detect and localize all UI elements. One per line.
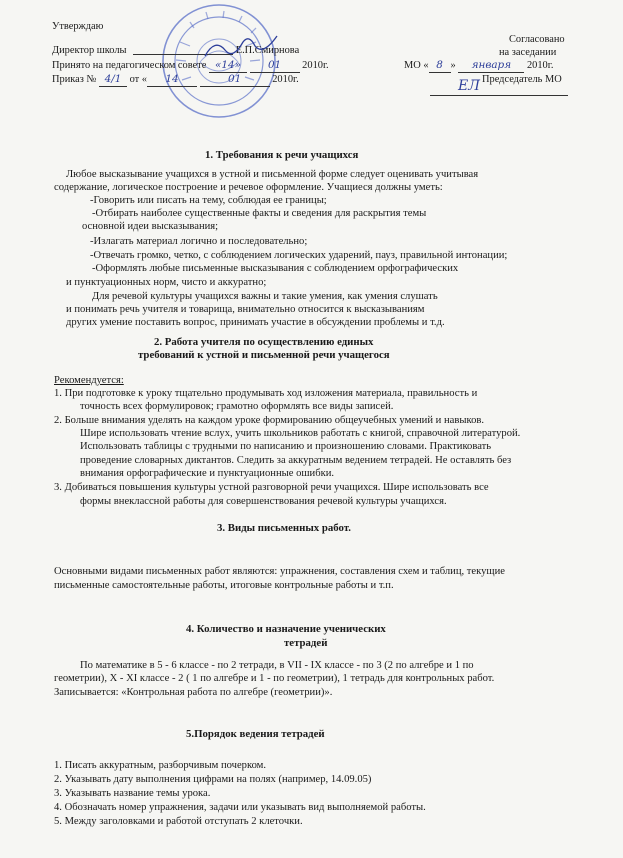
s5-line: 3. Указывать название темы урока. xyxy=(54,788,211,799)
agreed-label: Согласовано xyxy=(509,34,565,45)
section-4-subtitle: тетрадей xyxy=(284,637,328,649)
s1-line: основной идеи высказывания; xyxy=(82,221,219,232)
at-meeting-label: на заседании xyxy=(499,47,557,58)
s5-line: 4. Обозначать номер упражнения, задачи или указывать вид выполняемой работы. xyxy=(54,802,426,813)
s1-line: -Говорить или писать на тему, соблюдая ее границы; xyxy=(90,195,327,206)
accepted-day: «14» xyxy=(209,59,247,73)
s1-line: -Излагать материал логично и последовательно; xyxy=(90,236,308,247)
s4-line: Записывается: «Контрольная работа по алгебре (геометрии)». xyxy=(54,687,333,698)
s3-line: Основными видами письменных работ являются: упражнения, составления схем и таблиц, текущие xyxy=(54,566,505,577)
s2-line: Использовать таблицы с трудными по написанию и произношению словами. Практиковать xyxy=(80,441,492,452)
s2-line: проведение словарных диктантов. Следить за аккуратным ведением тетрадей. Не оставлять без xyxy=(80,455,512,466)
director-name: Е.П.Смирнова xyxy=(235,45,300,56)
accepted-prefix: Принято на педагогическом совете xyxy=(52,60,207,71)
order-day: 14 xyxy=(147,73,197,87)
s2-line: 1. При подготовке к уроку тщательно продумывать ход изложения материала, правильность и xyxy=(54,388,478,399)
order-line xyxy=(52,73,299,87)
order-from: от « xyxy=(129,74,148,85)
order-prefix: Приказ № xyxy=(52,74,97,85)
s1-line: содержание, логическое построение и речевое оформление. Учащиеся должны уметь: xyxy=(54,182,443,193)
s1-line: Любое высказывание учащихся в устной и письменной форме следует оценивать учитывая xyxy=(66,169,479,180)
accepted-year: 2010г. xyxy=(302,60,329,71)
section-3-title: 3. Виды письменных работ. xyxy=(217,522,351,534)
director-signature xyxy=(200,34,290,64)
s2-line: 2. Больше внимания уделять на каждом уроке формированию общеучебных умений и навыков. xyxy=(54,415,485,426)
s1-line: -Отбирать наиболее существенные факты и сведения для раскрытия темы xyxy=(92,208,427,219)
mo-signature: ЕЛ xyxy=(458,78,480,94)
s2-line: Шире использовать чтение вслух, учить школьников работать с книгой, справочной литературой. xyxy=(80,428,521,439)
s1-line: других умение поставить вопрос, принимать участие в обсуждении проблемы и т.д. xyxy=(66,317,445,328)
s4-line: геометрии), X - XI классе - 2 ( 1 по алгебре и 1 - по геометрии), 1 тетрадь для контрольных работ. xyxy=(54,673,495,684)
section-1-title: 1. Требования к речи учащихся xyxy=(205,149,359,161)
section-5-title: 5.Порядок ведения тетрадей xyxy=(186,728,325,740)
mo-line: МО « 8 » января 2010г. xyxy=(404,59,554,71)
recommend-label: Рекомендуется: xyxy=(54,375,124,386)
s5-line: 1. Писать аккуратным, разборчивым почерком. xyxy=(54,760,267,771)
s1-line: -Отвечать громко, четко, с соблюдением логических ударений, пауз, правильной интонации; xyxy=(90,250,508,261)
order-month: 01 xyxy=(200,73,270,87)
mo-day: 8 xyxy=(429,59,451,73)
s2-line: формы внеклассной работы для совершенствования речевой культуры учащихся. xyxy=(80,496,447,507)
s1-line: Для речевой культуры учащихся важны и такие умения, как умения слушать xyxy=(92,291,438,302)
order-number: 4/1 xyxy=(99,73,127,87)
s4-line: По математике в 5 - 6 классе - по 2 тетради, в VII - IX классе - по 3 (2 по алгебре и 1 по xyxy=(80,660,474,671)
section-2-title: 2. Работа учителя по осуществлению единых xyxy=(154,336,374,348)
s2-line: внимания орфографические и пунктуационные ошибки. xyxy=(80,468,335,479)
mo-year: 2010г. xyxy=(526,60,554,71)
s2-line: 3. Добиваться повышения культуры устной разговорной речи учащихся. Шире использовать все xyxy=(54,482,489,493)
s1-line: и понимать речь учителя и товарища, внимательно относится к высказываниям xyxy=(66,304,425,315)
order-year: 2010г. xyxy=(272,74,299,85)
s5-line: 2. Указывать дату выполнения цифрами на полях (например, 14.09.05) xyxy=(54,774,372,785)
accepted-month: 01 xyxy=(250,59,300,73)
s2-line: точность всех формулировок; грамотно оформлять все виды записей. xyxy=(80,401,394,412)
section-4-title: 4. Количество и назначение ученических xyxy=(186,623,386,635)
mo-prefix: МО « xyxy=(404,60,429,71)
s3-line: письменные самостоятельные работы, итоговые контрольные работы и т.п. xyxy=(54,580,394,591)
mo-chair-label: Председатель МО xyxy=(482,74,562,85)
approve-label: Утверждаю xyxy=(52,21,104,32)
director-label: Директор школы xyxy=(52,45,127,56)
mo-signature-line xyxy=(430,95,568,96)
s1-line: и пунктуационных норм, чисто и аккуратно; xyxy=(66,277,267,288)
s1-line: -Оформлять любые письменные высказывания с соблюдением орфографических xyxy=(92,263,459,274)
s5-line: 5. Между заголовками и работой отступать 2 клеточки. xyxy=(54,816,303,827)
mo-month: января xyxy=(458,59,524,73)
section-2-subtitle: требований к устной и письменной речи учащегося xyxy=(138,349,390,361)
